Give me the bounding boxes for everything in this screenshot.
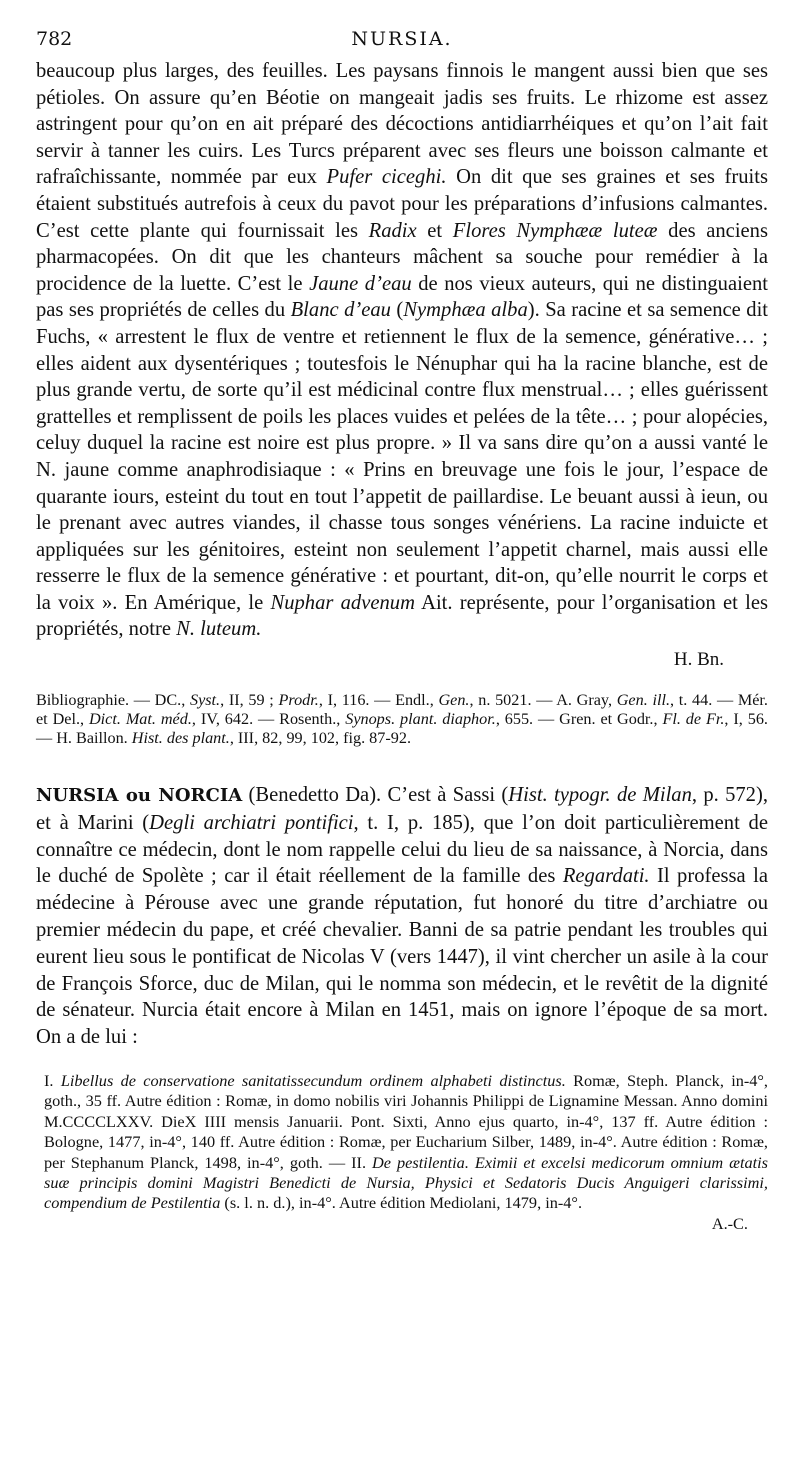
running-header <box>36 28 768 58</box>
article-segment: Blanc d’eau <box>290 299 391 322</box>
biblio-segment: Hist. des plant. <box>131 729 230 748</box>
entry-segment: Il professa la médecine à Pérouse avec une grande réputation, fut honoré du titre d’archiatre ou premier médecin du pape, et créé chevalier. Banni de sa patrie pendant les troubles qui eurent lieu sous le pontificat de Nicolas V (vers 1447), il vint chercher un asile à la cour de François Sforce, duc de Milan, qui le nomma son médecin, et le revêtit de la dignité de sénateur. Nurcia était encore à Milan en 1451, mais on ignore l’époque de sa mort. On a de lui : <box>36 865 768 1049</box>
article-segment: Radix <box>368 219 417 242</box>
biblio-segment: Syst. <box>189 691 221 710</box>
biblio-segment: Prodr. <box>278 691 319 710</box>
entry-segment: (Benedetto Da). C’est à Sassi ( <box>242 784 509 807</box>
running-title: NURSIA. <box>351 28 453 50</box>
article-segment: ( <box>390 299 404 322</box>
biblio-segment: , III, 82, 99, 102, fig. 87-92. <box>229 729 411 748</box>
works-segment: Romæ, Steph. Planck, in-4°, goth., 35 ff. Autre édition : Romæ, in domo nobilis viri Johannis Philippi de Lignamine Messan. Anno domini M.CCCCLXXV. DieX IIII mensis Januarii. Pont. Sixti, Anno ejus quarto, in-4°, 137 ff. Autre édition : Bologne, 1477, in-4°, 140 ff. Autre édition : Romæ, per Eucharium Silber, 1489, in-4°. Autre édition : Romæ, per Stephanum Planck, 1498, in-4°, goth. — II. <box>44 1071 769 1172</box>
biblio-segment: Synops. plant. diaphor. <box>345 710 496 729</box>
article-segment: beaucoup plus larges, des feuilles. Les paysans finnois le mangent aussi bien que ses pétioles. On assure qu’en Béotie on mangeait jadis ses fruits. Le rhizome est assez astringent pour qu’on en ait préparé des décoctions antidiarrhéiques et qu’on l’ait fait servir à tanner les cuirs. Les Turcs préparent avec ses fleurs une boisson calmante et rafraîchissante, nommée par eux <box>36 60 768 189</box>
entry-headword: NURSIA ou NORCIA <box>36 785 243 807</box>
article-segment: On dit que ses graines et ses fruits étaient substitués autrefois à ceux du pavot pour les préparations d’infusions calmantes. C’est cette plante qui fournissait les <box>36 166 768 242</box>
biblio-segment: Fl. de Fr. <box>662 710 725 729</box>
biblio-segment: , I, 116. — Endl., <box>318 691 439 710</box>
entry-nursia <box>36 782 768 1051</box>
biblio-segment: , IV, 642. — Rosenth., <box>191 710 346 729</box>
biblio-segment: Gen. <box>438 691 470 710</box>
works-list <box>36 1071 768 1234</box>
works-segment: I. <box>44 1071 61 1091</box>
entry-segment: Degli archiatri pontifici <box>149 811 354 834</box>
entry-segment: Hist. typogr. de Milan <box>508 784 692 807</box>
biblio-segment: , t. 44. — Mér. et Del., <box>36 691 768 729</box>
page-number: 782 <box>36 28 73 50</box>
article-paragraph <box>36 58 768 643</box>
biblio-segment: , II, 59 ; <box>220 691 279 710</box>
biblio-segment: , I, 56. — H. Baillon. <box>36 710 768 748</box>
works-body <box>44 1071 768 1212</box>
biblio-segment: Dict. Mat. méd. <box>88 710 192 729</box>
entry-segment: , t. I, p. 185), que l’on doit particulièrement de connaître ce médecin, dont le nom rappelle celui du lieu de sa naissance, à Norcia, dans le duché de Spolète ; car il était réellement de la famille des <box>36 811 768 888</box>
article-segment: Flores Nymphææ luteæ <box>452 219 658 242</box>
biblio-segment: , n. 5021. — A. Gray, <box>469 691 617 710</box>
article-segment: Nuphar advenum <box>270 591 415 614</box>
entry-segment: , p. 572), et à Marini ( <box>36 784 768 834</box>
page <box>36 28 768 1234</box>
article-segment: Ait. représente, pour l’organisation et les propriétés, notre <box>36 591 768 641</box>
entry-segment: Regardati. <box>562 865 650 888</box>
article-segment: ). Sa racine et sa semence dit Fuchs, « arrestent le flux de ventre et retiennent le flux de la semence, générative… ; elles aident aux dysentériques ; toutesfois le Nénuphar qui ha la racine blanche, est de plus grande vertu, de sorte qu’il est médicinal contre flux menstrual… ; elles guérissent grattelles et remplissent de poils les places vuides et pelées de la tête… ; pour alopécies, celuy duquel la racine est noire est plus propre. » Il va sans dire qu’on a aussi vanté le N. jaune comme anaphrodisiaque : « Prins en breuvage une fois le jour, l’espace de quarante iours, esteint du tout en tout l’appetit de paillardise. Le beuant aussi à ieun, ou le prenant avec autres viandes, il chasse tous songes vénériens. La racine induicte et appliquées sur les génitoires, esteint non seulement l’appetit charnel, mais aussi elle resserre le flux de la semence générative : et pourtant, dit-on, qu’elle nourrit le corps et la voix ». En Amérique, le <box>36 299 769 614</box>
article-segment: Pufer ciceghi. <box>326 166 447 189</box>
article-segment: de nos vieux auteurs, qui ne distinguaient pas ses propriétés de celles du <box>36 272 768 322</box>
biblio-segment: Gen. ill. <box>616 691 670 710</box>
entry-body <box>36 784 768 1048</box>
biblio-segment: , 655. — Gren. et Godr., <box>495 710 663 729</box>
article-signature: H. Bn. <box>673 649 724 671</box>
article-segment: Jaune d’eau <box>309 272 412 295</box>
article-segment: Nymphæa alba <box>403 299 528 322</box>
works-segment: (s. l. n. d.), in-4°. Autre édition Mediolani, 1479, in-4°. <box>220 1193 583 1213</box>
works-signature: A.-C. <box>711 1213 748 1233</box>
article-segment: et <box>416 219 453 242</box>
works-segment: De pestilentia. Eximii et excelsi medicorum omnium ætatis suæ principis domini Magistri Benedicti de Nursia, Physici et Sedatoris Ducis Anguigeri clarissimi, compendium de Pestilentia <box>44 1152 768 1213</box>
works-segment: Libellus de conservatione sanitatissecundum ordinem alphabeti distinctus. <box>60 1071 566 1091</box>
article-segment: N. luteum. <box>176 618 262 641</box>
article-segment: des anciens pharmacopées. On dit que les chanteurs mâchent sa souche pour remédier à la procidence de la luette. C’est le <box>36 219 768 295</box>
biblio-segment: Bibliographie. — DC., <box>36 691 190 710</box>
bibliography <box>36 691 768 748</box>
